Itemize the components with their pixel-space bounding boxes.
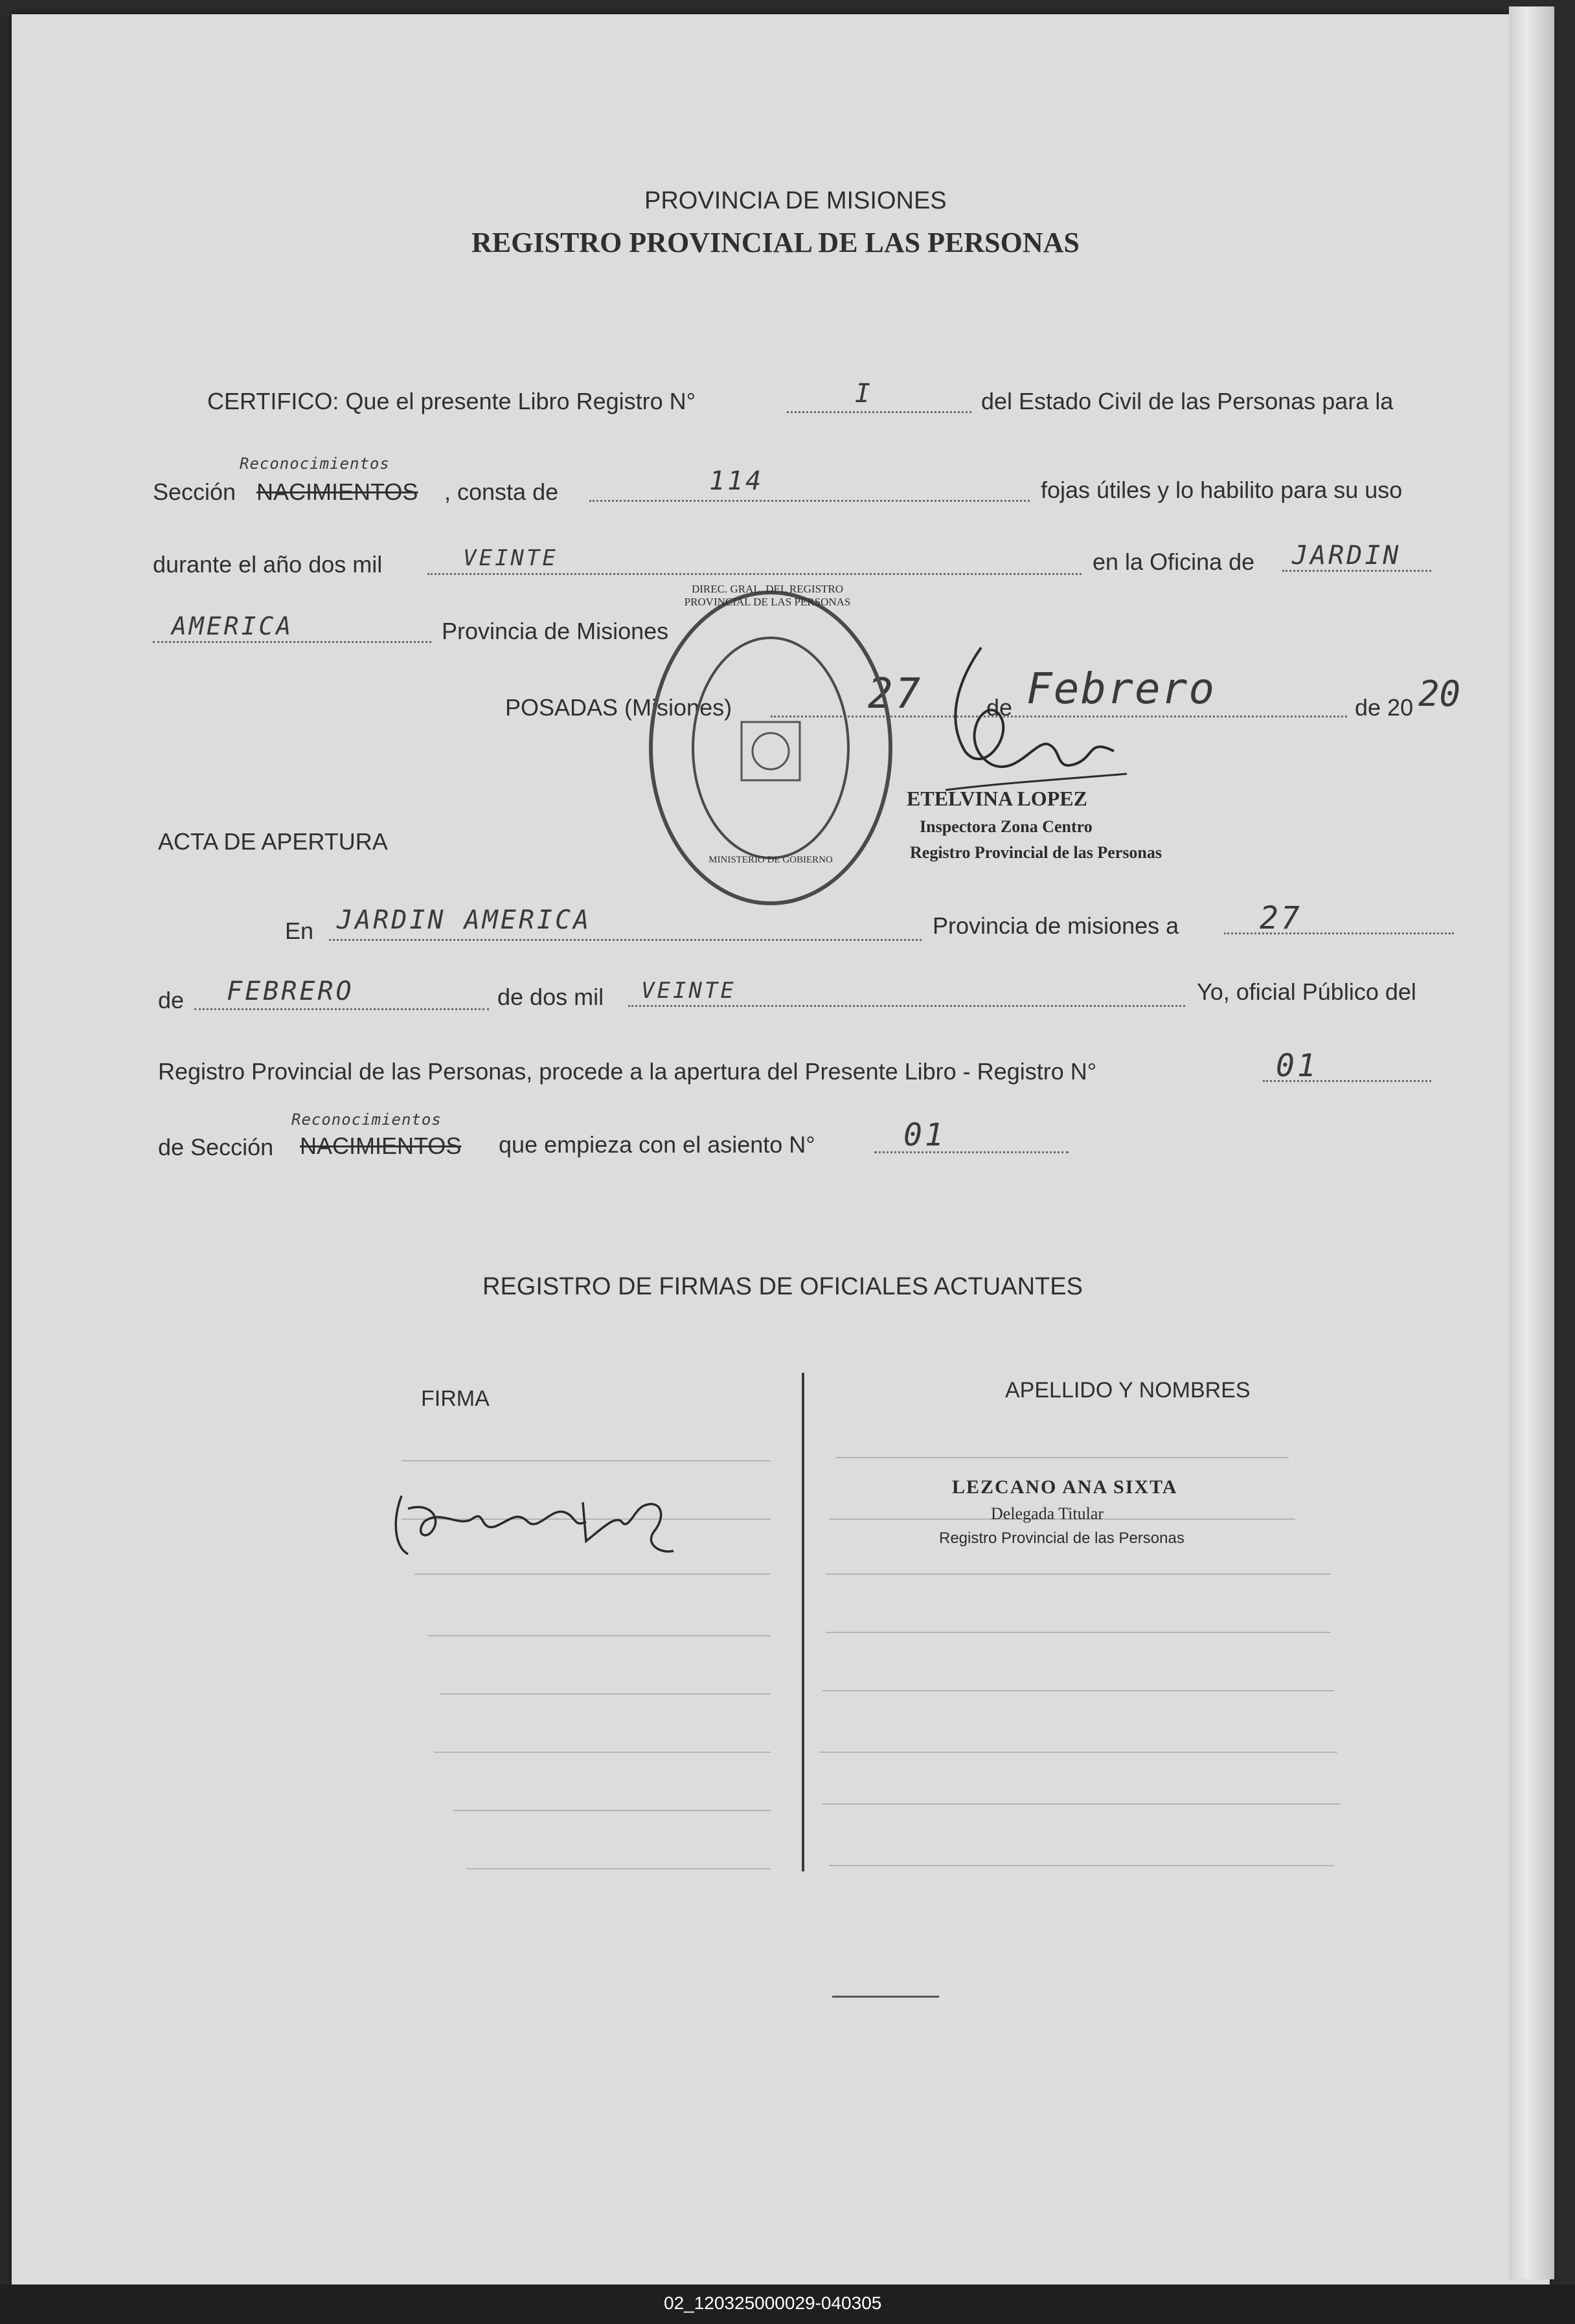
- office-dots: [1282, 570, 1431, 572]
- year-dots: [427, 573, 1082, 575]
- acta-title: ACTA DE APERTURA: [158, 828, 388, 855]
- seal-inner-text: MINISTERIO DE GOBIERNO: [708, 855, 833, 865]
- cert-line3-prefix: durante el año dos mil: [153, 551, 383, 578]
- name-line: [835, 1457, 1289, 1458]
- acta-l2-suffix: Yo, oficial Público del: [1197, 978, 1416, 1005]
- cert-line1-suffix: del Estado Civil de las Personas para la: [981, 388, 1394, 414]
- section-correction: Reconocimientos: [240, 455, 390, 473]
- pages-count: 114: [709, 466, 764, 496]
- col-name-header: APELLIDO Y NOMBRES: [1005, 1378, 1251, 1403]
- page-edge: [1509, 6, 1554, 2279]
- office-part1: JARDIN: [1292, 541, 1401, 570]
- date-de-label: de: [986, 694, 1013, 721]
- officer-title: Delegada Titular: [991, 1504, 1104, 1523]
- officer-org: Registro Provincial de las Personas: [939, 1529, 1184, 1547]
- acta-l2-prefix: de: [158, 987, 185, 1013]
- name-line: [826, 1632, 1331, 1633]
- signature-line: [453, 1810, 771, 1811]
- acta-place-dots: [329, 939, 922, 941]
- file-id-label: 02_120325000029-040305: [664, 2293, 882, 2313]
- cert-line1-prefix: CERTIFICO: Que el presente Libro Registro N°: [207, 388, 696, 414]
- signer-1-org: Registro Provincial de las Personas: [910, 843, 1162, 862]
- pages-dots: [589, 500, 1030, 502]
- book-number-dots: [787, 411, 971, 413]
- signature-line: [427, 1635, 771, 1636]
- acta-month: FEBRERO: [227, 976, 354, 1006]
- acta-section-original: NACIMIENTOS: [300, 1133, 462, 1159]
- date-day: 27: [868, 670, 923, 718]
- officer-name: LEZCANO ANA SIXTA: [952, 1476, 1178, 1498]
- year-word: VEINTE: [463, 545, 558, 571]
- signature-line: [434, 1752, 771, 1753]
- signer-1-name: ETELVINA LOPEZ: [907, 787, 1087, 810]
- name-line: [822, 1690, 1334, 1691]
- date-month: Febrero: [1026, 664, 1216, 714]
- office2-dots: [153, 641, 431, 643]
- cert-line2-mid: , consta de: [444, 479, 559, 505]
- province-heading: PROVINCIA DE MISIONES: [644, 187, 947, 214]
- year-prefix: de 20: [1355, 694, 1414, 721]
- acta-place: JARDIN AMERICA: [337, 905, 592, 935]
- cert-line2-prefix: Sección: [153, 479, 236, 505]
- book-number: I: [855, 379, 874, 409]
- acta-day: 27: [1260, 900, 1302, 936]
- cert-line4-suffix: Provincia de Misiones: [442, 618, 669, 644]
- seal-outer-text: DIREC. GRAL. DEL REGISTRO PROVINCIAL DE LAS PERSONAS: [684, 583, 851, 608]
- acta-l4-prefix: de Sección: [158, 1134, 274, 1160]
- acta-year-dots: [628, 1005, 1185, 1007]
- acta-l4-mid: que empieza con el asiento N°: [499, 1131, 815, 1158]
- signature-line: [414, 1574, 771, 1575]
- name-line: [822, 1803, 1341, 1805]
- acta-l1-prefix: En: [285, 918, 314, 944]
- office-part2: AMERICA: [172, 612, 294, 640]
- handwritten-signature-2: [389, 1470, 712, 1567]
- acta-l1-mid: Provincia de misiones a: [933, 912, 1179, 939]
- acta-year: VEINTE: [641, 978, 736, 1004]
- section-original: NACIMIENTOS: [256, 479, 418, 505]
- column-divider: [802, 1373, 804, 1871]
- acta-register-number: 01: [1276, 1048, 1319, 1084]
- signature-line: [466, 1868, 771, 1869]
- cert-line2-suffix: fojas útiles y lo habilito para su uso: [1041, 477, 1403, 503]
- name-line: [819, 1752, 1337, 1753]
- registry-heading: REGISTRO PROVINCIAL DE LAS PERSONAS: [471, 227, 1080, 258]
- acta-l3-prefix: Registro Provincial de las Personas, procede a la apertura del Presente Libro - Registro N°: [158, 1058, 1097, 1085]
- signatures-register-title: REGISTRO DE FIRMAS DE OFICIALES ACTUANTES: [482, 1273, 1083, 1300]
- year-suffix: 20: [1418, 673, 1461, 714]
- acta-day-dots: [1224, 932, 1454, 934]
- signature-line: [440, 1693, 771, 1695]
- col-signature-header: FIRMA: [421, 1386, 490, 1411]
- place-prefix: POSADAS (Misiones): [505, 694, 732, 721]
- name-line: [826, 1574, 1331, 1575]
- acta-section-correction: Reconocimientos: [291, 1111, 442, 1129]
- signer-1-title: Inspectora Zona Centro: [920, 817, 1093, 836]
- acta-month-dots: [194, 1008, 489, 1010]
- acta-l2-mid: de dos mil: [497, 984, 604, 1010]
- signature-line: [402, 1460, 771, 1461]
- acta-entry-number: 01: [903, 1117, 946, 1153]
- closing-dash: [832, 1996, 939, 1998]
- handwritten-signature-1: [920, 641, 1133, 809]
- name-line: [829, 1865, 1334, 1866]
- cert-line3-suffix: en la Oficina de: [1093, 548, 1255, 575]
